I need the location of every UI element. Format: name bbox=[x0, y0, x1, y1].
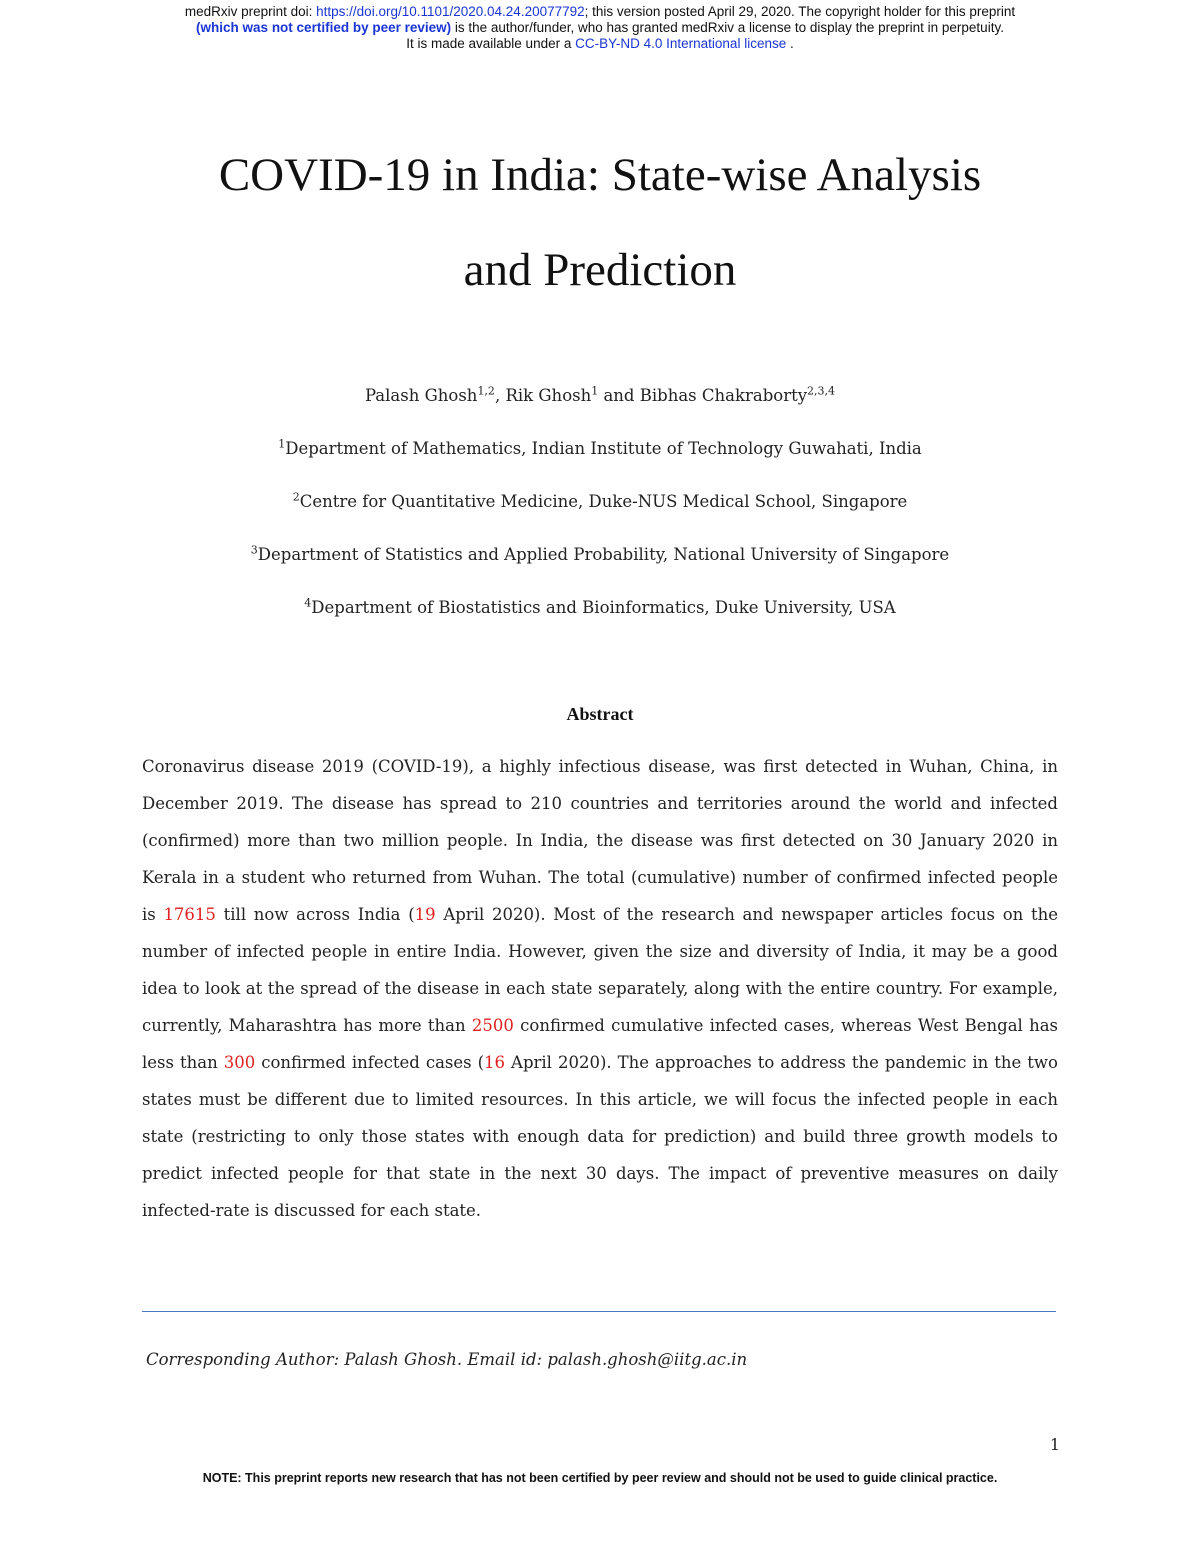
author-list bbox=[0, 386, 1200, 405]
peer-review-notice: (which was not certified by peer review) bbox=[196, 20, 452, 35]
highlighted-number: 16 bbox=[484, 1053, 506, 1072]
preprint-header-line-3 bbox=[0, 36, 1200, 52]
affiliation-number: 3 bbox=[250, 543, 258, 557]
abstract-heading: Abstract bbox=[566, 704, 634, 724]
abstract-line: Kerala in a student who returned from Wuhan. The total (cumulative) number of confirmed infected people bbox=[142, 868, 1058, 887]
highlighted-number: 300 bbox=[223, 1053, 256, 1072]
preprint-header-line-1 bbox=[0, 4, 1200, 20]
affiliation-text: Department of Statistics and Applied Probability, National University of Singapore bbox=[257, 545, 950, 564]
affiliation-3 bbox=[0, 545, 1200, 564]
header-text: ; this version posted April 29, 2020. The copyright holder for this preprint bbox=[584, 4, 1016, 19]
abstract-line: infected-rate is discussed for each state. bbox=[142, 1201, 482, 1220]
abstract-text: currently, Maharashtra has more than bbox=[142, 1016, 472, 1035]
affiliation-1 bbox=[0, 439, 1200, 458]
paper-title-line-2: and Prediction bbox=[463, 244, 737, 296]
author-affil-sup: 1 bbox=[591, 384, 599, 398]
license-link[interactable]: CC-BY-ND 4.0 International license bbox=[575, 36, 787, 51]
author-separator: , bbox=[494, 386, 506, 405]
abstract-line: December 2019. The disease has spread to 210 countries and territories around the world and infected bbox=[142, 794, 1058, 813]
doi-link[interactable]: https://doi.org/10.1101/2020.04.24.20077792 bbox=[316, 4, 585, 19]
affiliation-text: Department of Mathematics, Indian Institute of Technology Guwahati, India bbox=[285, 439, 922, 458]
affiliation-number: 1 bbox=[278, 437, 286, 451]
author-name: Palash Ghosh bbox=[364, 386, 478, 405]
abstract-text: April 2020). The approaches to address the pandemic in the two bbox=[505, 1053, 1058, 1072]
affiliation-4 bbox=[0, 598, 1200, 617]
abstract-text: confirmed infected cases ( bbox=[255, 1053, 485, 1072]
abstract-text: till now across India ( bbox=[215, 905, 415, 924]
header-text: It is made available under a bbox=[406, 36, 576, 51]
abstract-text: less than bbox=[142, 1053, 224, 1072]
abstract-line bbox=[142, 905, 1058, 924]
abstract-text: confirmed cumulative infected cases, whereas West Bengal has bbox=[513, 1016, 1059, 1035]
abstract-line: Coronavirus disease 2019 (COVID-19), a highly infectious disease, was first detected in Wuhan, China, in bbox=[142, 757, 1058, 776]
abstract-line: predict infected people for that state in the next 30 days. The impact of preventive measures on daily bbox=[142, 1164, 1058, 1183]
abstract-text: April 2020). Most of the research and newspaper articles focus on the bbox=[435, 905, 1058, 924]
header-text: . bbox=[786, 36, 794, 51]
preprint-header-line-2 bbox=[0, 20, 1200, 36]
abstract-line: number of infected people in entire India. However, given the size and diversity of India, it may be a good bbox=[142, 942, 1058, 961]
author-name: Bibhas Chakraborty bbox=[639, 386, 808, 405]
abstract-line: states must be different due to limited resources. In this article, we will focus the infected people in each bbox=[142, 1090, 1058, 1109]
header-text: is the author/funder, who has granted medRxiv a license to display the preprint in perpetuity. bbox=[451, 20, 1004, 35]
preprint-disclaimer-note: NOTE: This preprint reports new research that has not been certified by peer review and should not be used to guide clinical practice. bbox=[202, 1471, 998, 1485]
abstract-line bbox=[142, 1053, 1058, 1072]
corresponding-author: Corresponding Author: Palash Ghosh. Email id: palash.ghosh@iitg.ac.in bbox=[146, 1350, 748, 1369]
page-number: 1 bbox=[1049, 1435, 1060, 1454]
affiliation-number: 2 bbox=[292, 490, 300, 504]
affiliation-text: Department of Biostatistics and Bioinformatics, Duke University, USA bbox=[311, 598, 896, 617]
author-affil-sup: 1,2 bbox=[477, 384, 495, 398]
abstract-line: idea to look at the spread of the disease in each state separately, along with the entire country. For example, bbox=[142, 979, 1058, 998]
highlighted-number: 2500 bbox=[471, 1016, 514, 1035]
affiliation-text: Centre for Quantitative Medicine, Duke-NUS Medical School, Singapore bbox=[299, 492, 908, 511]
author-affil-sup: 2,3,4 bbox=[807, 384, 836, 398]
abstract-text: is bbox=[142, 905, 164, 924]
footnote-separator bbox=[142, 1311, 1056, 1312]
header-text: medRxiv preprint doi: bbox=[184, 4, 317, 19]
author-name: Rik Ghosh bbox=[505, 386, 592, 405]
affiliation-number: 4 bbox=[304, 596, 312, 610]
highlighted-number: 19 bbox=[414, 905, 436, 924]
highlighted-number: 17615 bbox=[163, 905, 216, 924]
abstract-line: state (restricting to only those states with enough data for prediction) and build three growth models to bbox=[142, 1127, 1058, 1146]
affiliation-2 bbox=[0, 492, 1200, 511]
author-separator: and bbox=[598, 386, 640, 405]
abstract-line bbox=[142, 1016, 1058, 1035]
paper-title-line-1: COVID-19 in India: State-wise Analysis bbox=[218, 149, 982, 201]
abstract-line: (confirmed) more than two million people. In India, the disease was first detected on 30 January 2020 in bbox=[142, 831, 1058, 850]
